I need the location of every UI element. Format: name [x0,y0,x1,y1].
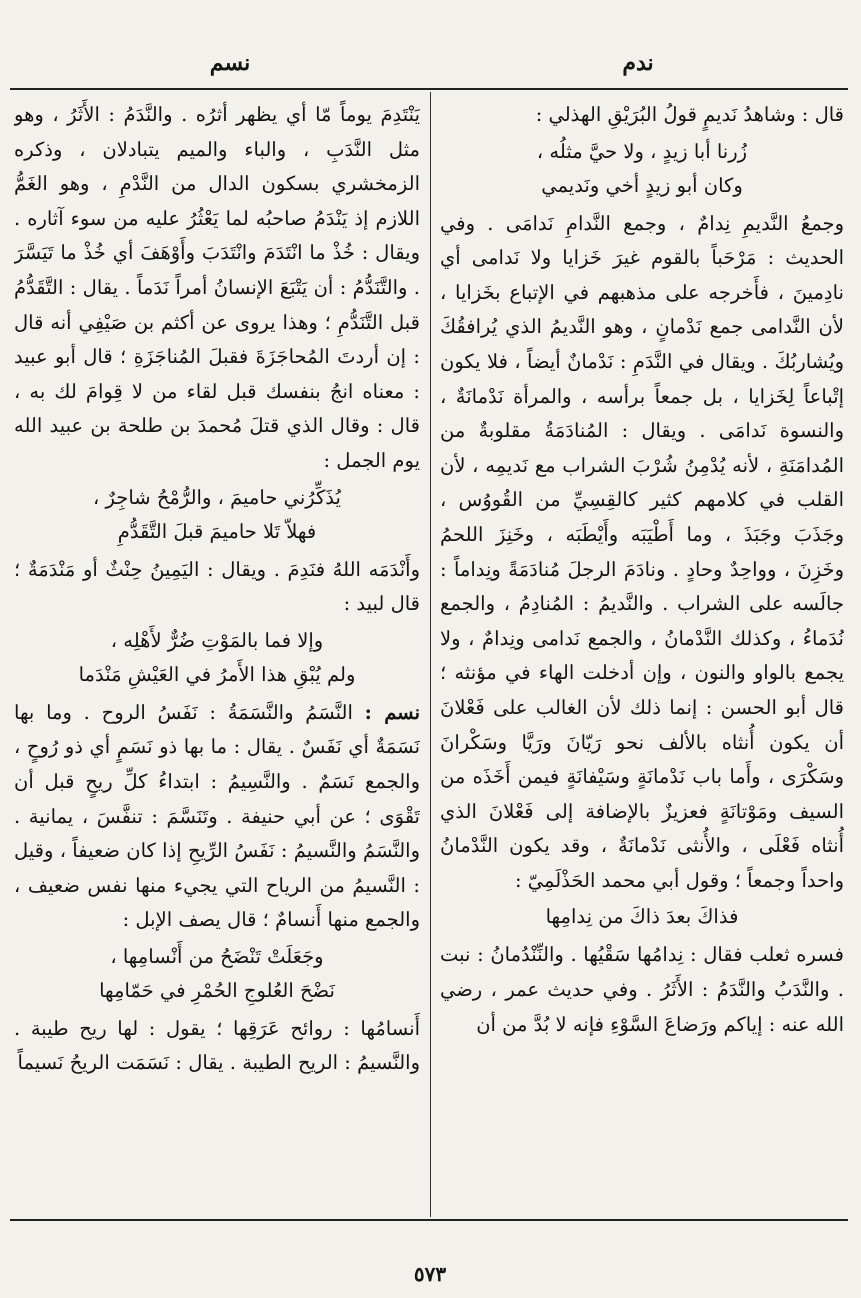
right-column [440,98,844,1216]
verse-line: يُذَكِّرُني حاميمَ ، والرُّمْحُ شاجِرٌ ، [93,485,341,509]
verse-line: ولم يُبْقِ هذا الأَمرُ في العَيْشِ مَنْدَما [78,662,356,686]
verse-line: وكان أبو زيدٍ أخي ونَديمي [541,173,743,197]
entry-headword: نسم : [364,700,420,724]
verse-line: نَضْحَ العُلوجِ الحُمْرِ في حَمّامِها [99,978,335,1002]
verse [440,135,844,203]
verse-line: وإلا فما بالمَوْتِ ضُرٌّ لأَهْلِه ، [110,628,324,652]
paragraph: وأَنْدَمَه اللهُ فنَدِمَ . ويقال : اليَمِينُ حِنْثٌ أو مَنْدَمَةٌ ؛ قال لبيد : [14,557,420,616]
running-header-left: نسم [209,50,251,76]
column-divider [430,92,431,1217]
paragraph: فسره ثعلب فقال : نِدامُها سَقْيُها . والنِّنْدُمانُ : نبت . والنَّدَبُ والنَّدَمُ : الأَثَرُ . وفي حديث عمر ، رضي الله عنه : إياكم ورَضاعَ السَّوْءِ فإنه لا بُدَّ من أن [440,943,844,1036]
verse-line: فذاكَ بعدَ ذاكَ من نِدامِها [545,905,739,929]
paragraph [14,696,420,938]
verse-line: زُرنا أبا زيدٍ ، ولا حيَّ مثلُه ، [536,139,748,163]
entry-text: النَّسَمُ والنَّسَمَةُ : نَفَسُ الروح . وما بها نَسَمَةٌ أي نَفَسٌ . يقال : ما بها ذو نَسَمٍ أي ذو رُوحٍ ، والجمع نَسَمٌ . والنَّسِيمُ : ابتداءُ كلِّ ريحٍ قبل أن تَقْوَى ؛ عن أبي حنيفة . وتَنَسَّمَ : تنفَّسَ ، يمانية . والنَّسَمُ والنَّسيمُ : نَفَسُ الرِّيحِ إذا كان ضعيفاً ، وقيل : النَّسيمُ من الرياح التي يجيء منها نفس ضعيف ، والجمع منها أَنسامٌ ؛ قال يصف الإبل : [14,700,420,932]
paragraph: أَنسامُها : روائح عَرَقِها ؛ يقول : لها ريح طيبة . والنَّسيمُ : الريح الطيبة . يقال : نَسَمَت الريحُ نَسيماً [14,1016,420,1075]
left-column [14,98,420,1216]
verse [440,900,844,934]
paragraph: يَنْتَدِمَ يوماً مّا أي يظهر أثرُه . والنَّدَمُ : الأَثَرُ ، وهو مثل النَّدَبِ ، والباء والميم يتبادلان ، وذكره الزمخشري بسكون الدال من النَّدْمِ ، وهو الغَمُّ اللازم إذ يَنْدَمُ صاحبُه لما يَعْثُرُ عليه من سوء آثاره . ويقال : خُذْ ما انْتَدَمَ وانْتَدَبَ وأَوْهَفَ أي خُذْ ما تَيَسَّرَ . والتَّنَدُّمُ : أن يَتْبَعَ الإنسانُ أمراً نَدَماً . يقال : التَّقَدُّمُ قبل التَّنَدُّمِ ؛ وهذا يروى عن أكثم بن صَيْفِي أنه قال : إن أردتَ المُحاجَزَةَ فقبلَ المُناجَزَةِ ؛ قال أبو عبيد : معناه انجُ بنفسك قبل لقاء من لا قِوامَ لك به ، قال : وقال الذي قتلَ مُحمدَ بن طلحة بن عبيد الله يوم الجمل : [14,103,420,472]
verse [14,940,420,1008]
verse [14,481,420,549]
verse-line: فهلاّ تَلا حاميمَ قبلَ التَّقَدُّمِ [117,519,317,543]
page-number: ٥٧٣ [413,1262,447,1286]
running-header-right: ندم [622,50,654,76]
bottom-rule [10,1219,848,1221]
paragraph: قال : وشاهدُ نَديمٍ قولُ البُرَيْقِ الهذلي : [535,103,844,126]
verse [14,624,420,692]
top-rule [10,88,848,90]
paragraph: وجمعُ النَّديمِ نِدامٌ ، وجمع النَّدامِ نَدامَى . وفي الحديث : مَرْحَباً بالقوم غيرَ خَزايا ولا نَدامى أي نادِمينَ ، فأَخرجه على مذهبهم في الإتباع بخَزايا ، لأن النَّدامى جمع نَدْمانٍ ، وهو النَّديمُ الذي يُرافقُكَ ويُشاربُكَ . ويقال في النَّدَمِ : نَدْمانٌ أيضاً ، فلا يكون إتْباعاً لِخَزايا ، بل جمعاً برأسه ، والمرأة نَدْمانَةٌ ، والنسوة نَدامَى . ويقال : المُنادَمَةُ مقلوبةٌ من المُدامَنَةِ ، لأنه يُدْمِنُ شُرْبَ الشراب مع نَديمِه ، لأن القلب في كلامهم كثير كالقِسِيِّ من القُووُس ، وجَذَبَ وجَبَذَ ، وما أَطْيَبَه وأَيْطَبَه ، وخَنِزَ اللحمُ وخَزِنَ ، وواحِدٌ وحادٍ . ونادَمَ الرجلَ مُنادَمَةً ونِداماً : جالَسه على الشراب . والنَّديمُ : المُنادِمُ ، والجمع نُدَماءُ ، وكذلك النَّدْمانُ ، والجمع نَدامى ونِدامٌ ، ولا يجمع بالواو والنون ، وإن أدخلت الهاء في مؤنثه ؛ قال أبو الحسن : إنما ذلك لأن الغالب على فَعْلانَ أن يكون أُنثاه بالألف نحو رَيّانَ ورَيَّا وسَكْرانَ وسَكْرَى ، وأَما باب نَدْمانَةٍ وسَيْفانَةٍ فيمن أَخَذَه من السيف ومَوْتانَةٍ فعزيزٌ بالإضافة إلى فَعْلانَ الذي أُنثاه فَعْلَى ، والأُنثى نَدْمانَةٌ ، وقد يكون النَّدْمانُ واحداً وجمعاً ؛ وقول أبي محمد الحَذْلَمِيّ : [440,211,844,892]
verse-line: وجَعَلَتْ تَنْضَحُ من أَنْسامِها ، [110,944,324,968]
